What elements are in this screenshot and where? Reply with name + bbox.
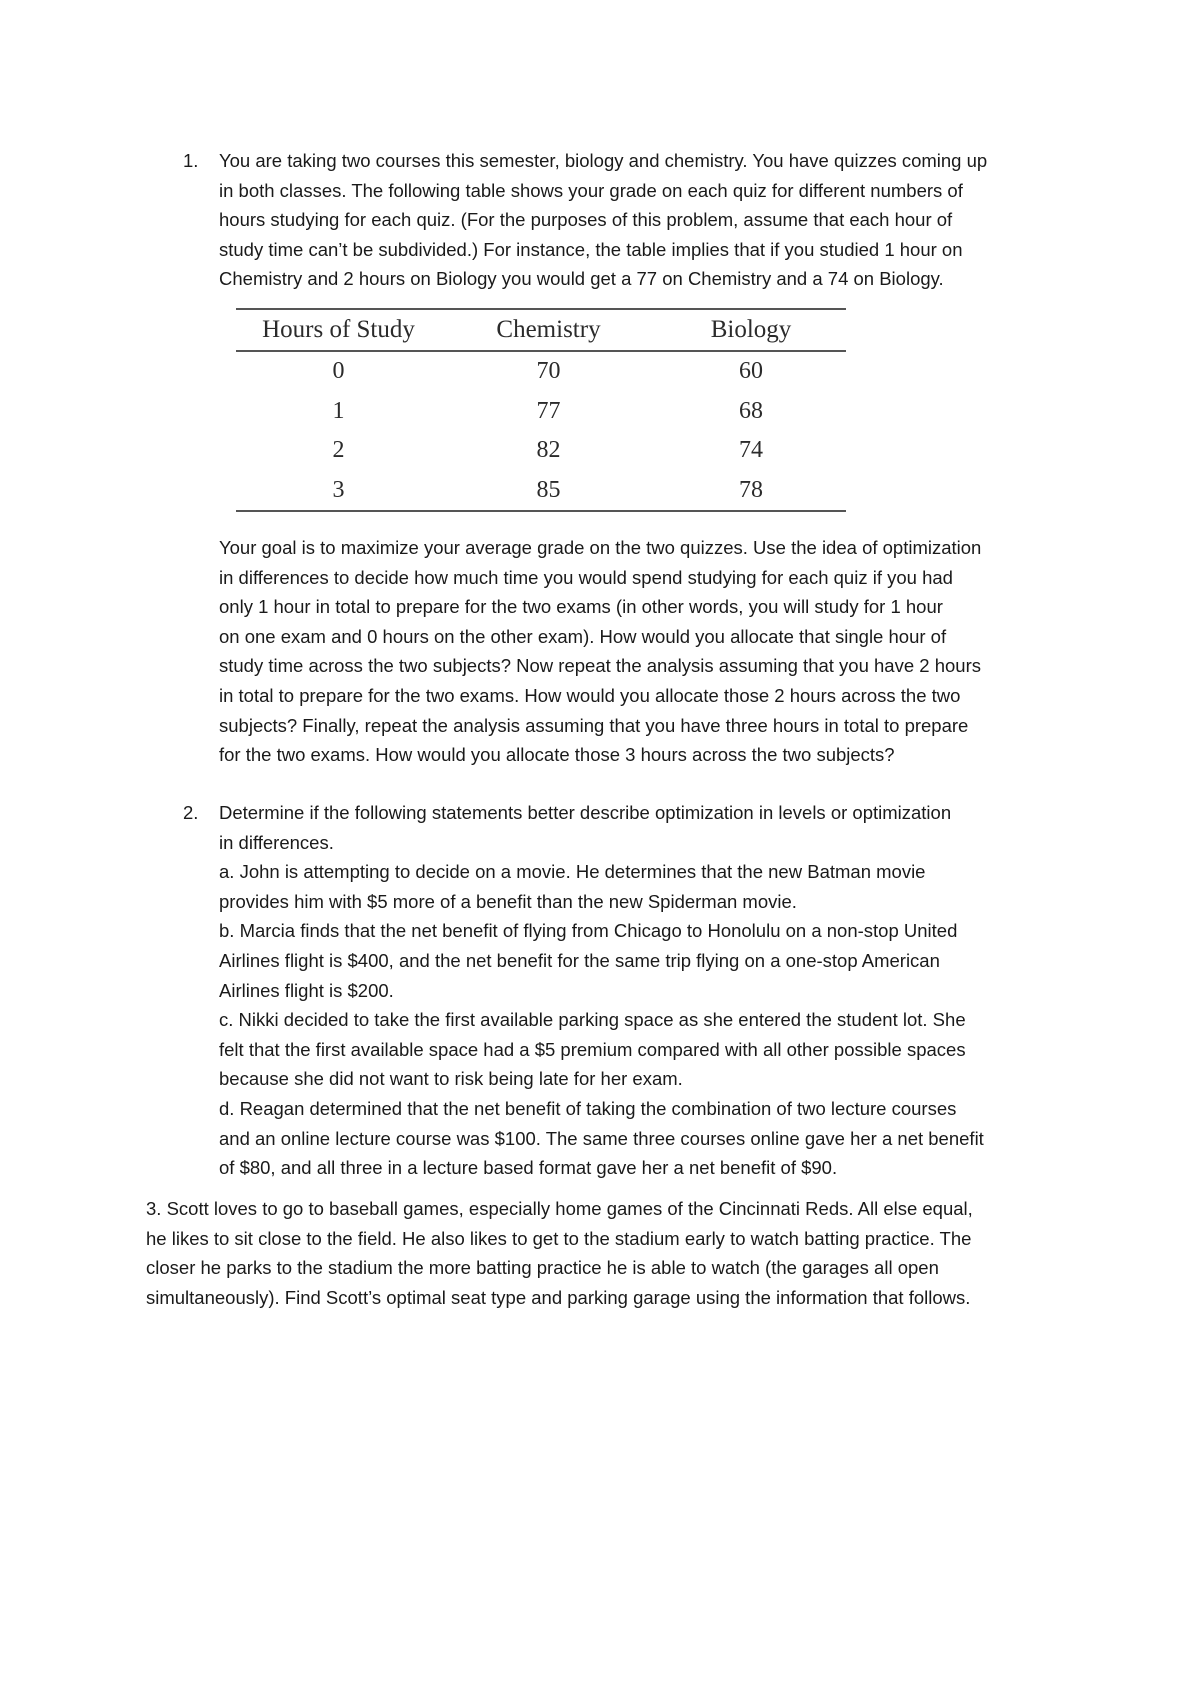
question-2-item-b: Airlines flight is $400, and the net benefit for the same trip flying on a one-stop American: [219, 949, 940, 971]
question-1-followup-line: Your goal is to maximize your average grade on the two quizzes. Use the idea of optimization: [219, 537, 982, 558]
question-2-item-d: of $80, and all three in a lecture based format gave her a net benefit of $90.: [219, 1157, 838, 1179]
question-1-followup-line: study time across the two subjects? Now repeat the analysis assuming that you have 2 hours: [219, 655, 981, 677]
question-2-number: 2.: [183, 802, 199, 823]
cell-biology: 60: [739, 358, 763, 385]
cell-biology: 68: [739, 397, 763, 424]
cell-chemistry: 85: [441, 471, 656, 512]
question-2-item-c: c. Nikki decided to take the first available parking space as she entered the student lot. She: [219, 1009, 966, 1031]
question-1-followup-line: for the two exams. How would you allocate those 3 hours across the two subjects?: [219, 744, 895, 766]
question-1-intro-line: study time can’t be subdivided.) For instance, the table implies that if you studied 1 hour on: [219, 238, 963, 260]
question-1-intro-line: hours studying for each quiz. (For the purposes of this problem, assume that each hour of: [219, 209, 953, 231]
table-row: [236, 392, 846, 432]
question-1-number: 1.: [183, 150, 199, 171]
cell-hours: 1: [332, 397, 345, 424]
question-2-item-a: a. John is attempting to decide on a movie. He determines that the new Batman movie: [219, 861, 926, 883]
cell-biology: 74: [739, 437, 763, 464]
question-1-intro-line: Chemistry and 2 hours on Biology you would get a 77 on Chemistry and a 74 on Biology.: [219, 268, 944, 290]
table-row: [236, 471, 846, 512]
question-2-item-c: felt that the first available space had a $5 premium compared with all other possible spaces: [219, 1038, 966, 1060]
question-3-line: 3. Scott loves to go to baseball games, especially home games of the Cincinnati Reds. All else equal,: [146, 1198, 973, 1219]
grades-table: [236, 308, 846, 512]
table-row: [236, 351, 846, 392]
question-2-item-a: provides him with $5 more of a benefit than the new Spiderman movie.: [219, 890, 797, 912]
question-1-followup-line: in differences to decide how much time you would spend studying for each quiz if you had: [219, 566, 953, 588]
question-1-followup-line: subjects? Finally, repeat the analysis assuming that you have three hours in total to prepare: [219, 714, 969, 736]
question-1-intro-line: You are taking two courses this semester, biology and chemistry. You have quizzes coming up: [219, 150, 988, 171]
header-hours-of-study: Hours of Study: [236, 309, 441, 351]
cell-chemistry: 77: [536, 397, 561, 424]
question-2-item-b: Airlines flight is $200.: [219, 979, 394, 1001]
cell-biology: 78: [656, 471, 846, 512]
question-2-item-d: and an online lecture course was $100. The same three courses online gave her a net benefit: [219, 1127, 984, 1149]
question-3-line: he likes to sit close to the field. He also likes to get to the stadium early to watch batting practice. The: [146, 1227, 972, 1249]
question-1-followup-line: only 1 hour in total to prepare for the two exams (in other words, you will study for 1 hour: [219, 596, 943, 618]
cell-hours: 3: [236, 471, 441, 512]
cell-hours: 2: [332, 437, 345, 464]
question-3-line: closer he parks to the stadium the more batting practice he is able to watch (the garages all open: [146, 1257, 939, 1279]
question-3-line: simultaneously). Find Scott’s optimal seat type and parking garage using the information that follows.: [146, 1286, 971, 1308]
question-2-body: [219, 798, 984, 1183]
cell-hours: 0: [332, 358, 345, 385]
question-1-followup: [219, 533, 981, 770]
question-2-item-c: because she did not want to risk being late for her exam.: [219, 1068, 683, 1090]
question-3-body: [146, 1194, 973, 1312]
question-1-followup-line: in total to prepare for the two exams. How would you allocate those 2 hours across the two: [219, 684, 961, 706]
header-biology: Biology: [656, 309, 846, 351]
table-header-row: [236, 309, 846, 351]
question-2-line: in differences.: [219, 831, 334, 853]
cell-chemistry: 70: [536, 358, 561, 385]
question-1-intro: [219, 146, 987, 294]
question-2-line: Determine if the following statements better describe optimization in levels or optimization: [219, 802, 952, 823]
question-2-item-b: b. Marcia finds that the net benefit of flying from Chicago to Honolulu on a non-stop United: [219, 920, 958, 942]
header-chemistry: Chemistry: [441, 309, 656, 351]
question-1-followup-line: on one exam and 0 hours on the other exam). How would you allocate that single hour of: [219, 625, 947, 647]
cell-chemistry: 82: [536, 437, 561, 464]
question-2-item-d: d. Reagan determined that the net benefit of taking the combination of two lecture courses: [219, 1097, 957, 1119]
table-row: [236, 431, 846, 471]
question-1-intro-line: in both classes. The following table shows your grade on each quiz for different numbers of: [219, 179, 963, 201]
